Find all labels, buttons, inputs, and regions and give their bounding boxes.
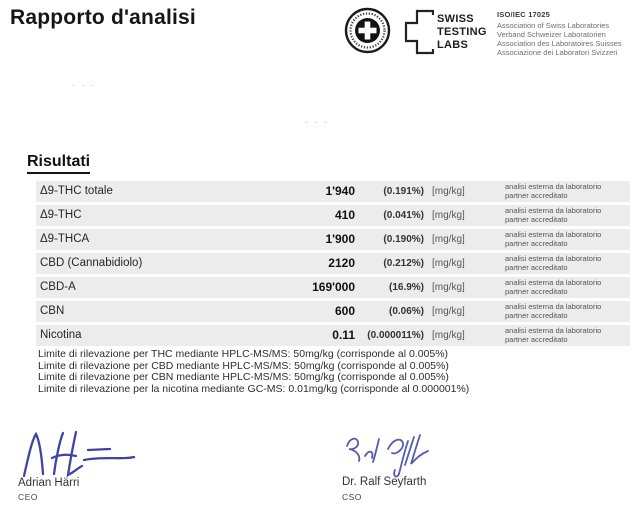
table-row [36, 253, 630, 274]
analysis-note [505, 231, 601, 248]
analysis-note-line2: partner accreditato [505, 214, 568, 224]
analyte-percent: (0.190%) [383, 234, 424, 245]
analyte-name: CBD (Cannabidiolo) [40, 257, 143, 269]
logo-brand-text [437, 13, 487, 52]
analysis-note-line2: partner accreditato [505, 190, 568, 200]
table-row [36, 205, 630, 226]
detection-limit-note: Limite di rilevazione per THC mediante HPLC-MS/MS: 50mg/kg (corrisponde al 0.005%) [38, 348, 449, 360]
detection-limit-notes [38, 349, 469, 395]
iso-standard-label: ISO/IEC 17025 [497, 10, 551, 19]
redacted-text-2: - - - [305, 117, 329, 127]
logo-brand-line-3: LABS [437, 39, 469, 51]
table-row [36, 277, 630, 298]
table-row [36, 325, 630, 346]
report-title: Rapporto d'analisi [10, 6, 196, 29]
analyte-unit: [mg/kg] [432, 210, 465, 221]
analyte-value: 1'940 [325, 184, 355, 198]
analyte-value: 600 [334, 304, 355, 318]
analyte-value: 410 [334, 208, 355, 222]
ceo-name: Adrian Härri [18, 477, 80, 489]
analyte-unit: [mg/kg] [432, 258, 465, 269]
swiss-cross-bracket-icon [404, 9, 434, 55]
analysis-note-line1: analisi esterna da laboratorio [505, 254, 602, 263]
analyte-unit: [mg/kg] [432, 234, 465, 245]
redacted-text-1: - - - [72, 80, 96, 90]
analysis-note [505, 303, 601, 320]
analyte-unit: [mg/kg] [432, 330, 465, 341]
association-name: Verband Schweizer Laboratorien [497, 30, 606, 39]
swiss-accreditation-seal-icon [344, 7, 391, 54]
detection-limit-note: Limite di rilevazione per CBD mediante HPLC-MS/MS: 50mg/kg (corrisponde al 0.005%) [38, 359, 449, 372]
analyte-name: Nicotina [40, 329, 82, 341]
association-name: Associazione dei Laboratori Svizzeri [497, 48, 618, 57]
analysis-note [505, 327, 601, 344]
analysis-note-line2: partner accreditato [505, 286, 568, 296]
analysis-note-line2: partner accreditato [505, 310, 568, 320]
ceo-signature-icon [18, 428, 138, 480]
analyte-percent: (0.041%) [383, 210, 424, 221]
detection-limit-note: Limite di rilevazione per la nicotina mediante GC-MS: 0.01mg/kg (corrisponde al 0.000001%) [38, 382, 470, 395]
analyte-name: Δ9-THCA [40, 233, 90, 245]
analysis-note-line2: partner accreditato [505, 262, 568, 272]
analysis-note-line1: analisi esterna da laboratorio [505, 206, 602, 215]
analyte-name: Δ9-THC [40, 209, 82, 221]
analyte-name: CBD-A [40, 281, 76, 293]
analysis-note-line1: analisi esterna da laboratorio [505, 326, 602, 335]
analyte-percent: (0.191%) [383, 186, 424, 197]
analysis-note [505, 207, 601, 224]
association-name: Association des Laboratoires Suisses [497, 39, 622, 48]
accreditation-text-block [497, 10, 633, 57]
results-table [36, 181, 630, 349]
analysis-note-line1: analisi esterna da laboratorio [505, 278, 602, 287]
analyte-name: CBN [40, 305, 65, 317]
analysis-note-line1: analisi esterna da laboratorio [505, 230, 602, 239]
analyte-percent: (16.9%) [388, 282, 424, 293]
analyte-unit: [mg/kg] [432, 306, 465, 317]
analysis-note [505, 183, 601, 200]
table-row [36, 301, 630, 322]
cso-role: CSO [342, 492, 362, 502]
analyte-percent: (0.000011%) [367, 330, 424, 341]
analyte-value: 1'900 [325, 232, 355, 246]
analyte-unit: [mg/kg] [432, 282, 465, 293]
analyte-value: 169'000 [312, 280, 355, 294]
analyte-percent: (0.212%) [383, 258, 424, 269]
logo-brand-line-1: SWISS [437, 13, 474, 25]
analysis-note [505, 279, 601, 296]
analysis-note-line2: partner accreditato [505, 238, 568, 248]
results-heading: Risultati [27, 153, 90, 174]
table-row [36, 229, 630, 250]
analyte-value: 2120 [328, 256, 355, 270]
analyte-name: Δ9-THC totale [40, 185, 113, 197]
association-name: Association of Swiss Laboratories [497, 21, 610, 30]
analyte-value: 0.11 [332, 328, 355, 342]
analysis-note-line1: analisi esterna da laboratorio [505, 302, 602, 311]
analysis-note-line1: analisi esterna da laboratorio [505, 182, 602, 191]
logo-brand-line-2: TESTING [437, 26, 487, 38]
cso-name: Dr. Ralf Seyfarth [342, 476, 427, 488]
analysis-note-line2: partner accreditato [505, 334, 568, 344]
ceo-role: CEO [18, 492, 38, 502]
detection-limit-note: Limite di rilevazione per CBN mediante HPLC-MS/MS: 50mg/kg (corrisponde al 0.005%) [38, 371, 449, 383]
table-row [36, 181, 630, 202]
analysis-note [505, 255, 601, 272]
analyte-percent: (0.06%) [388, 306, 424, 317]
analyte-unit: [mg/kg] [432, 186, 465, 197]
cso-signature-icon [342, 432, 442, 480]
